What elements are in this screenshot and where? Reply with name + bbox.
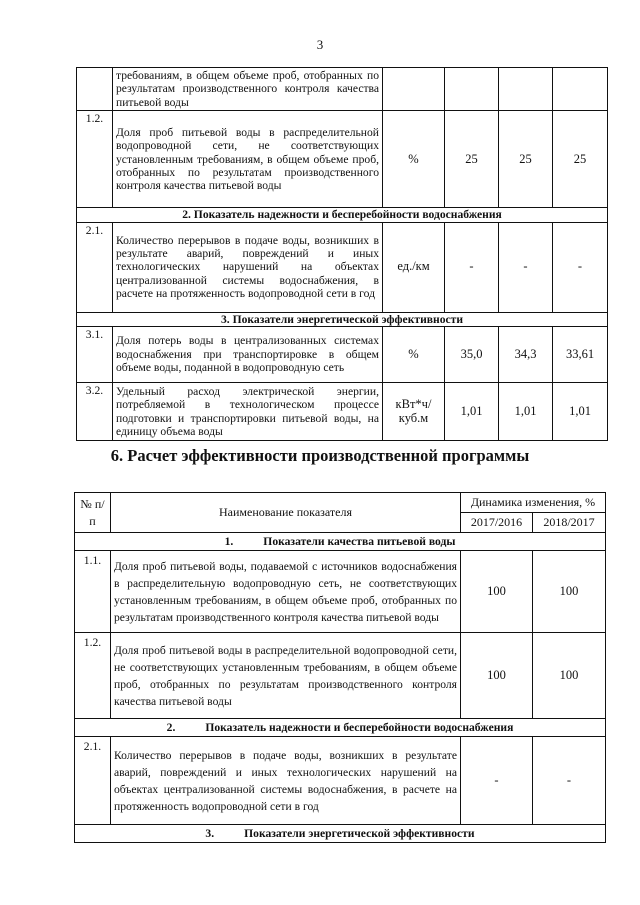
table-row [77, 222, 608, 312]
value-cell: 100 [533, 633, 606, 719]
row-number: 3.2. [77, 383, 113, 441]
header-name: Наименование показателя [111, 493, 461, 533]
value-cell: 25 [499, 111, 553, 208]
indicator-text: Количество перерывов в подаче воды, возникших в результате аварий, повреждений и иных технологических нарушений на объектах централизованной системы водоснабжения, в расчете на протяженность водопроводной сети в год [113, 222, 383, 312]
row-number: 1.2. [77, 111, 113, 208]
indicator-text: Доля проб питьевой воды в распределительной водопроводной сети, не соответствующих установленным требованиям, в общем объеме проб, отобранных по результатам производственного контроля качества питьевой воды [111, 633, 461, 719]
value-cell: 1,01 [499, 383, 553, 441]
table-row [77, 383, 608, 441]
section-heading: 6. Расчет эффективности производственной программы [110, 446, 530, 465]
row-number: 2.1. [75, 737, 111, 825]
efficiency-table [74, 492, 606, 843]
value-cell: 1,01 [553, 383, 608, 441]
table-row [75, 737, 606, 825]
section-number: 1. [224, 535, 234, 548]
table-row [77, 327, 608, 383]
header-period: 2017/2016 [461, 513, 533, 533]
indicator-text: Доля проб питьевой воды в распределительной водопроводной сети, не соответствующих установленным требованиям, в общем объеме проб, отобранных по результатам производственного контроля качества питьевой воды [113, 111, 383, 208]
unit-cell: кВт*ч/куб.м [383, 383, 445, 441]
value-cell: - [445, 222, 499, 312]
value-cell: 1,01 [445, 383, 499, 441]
row-number [77, 68, 113, 111]
indicator-text: требованиям, в общем объеме проб, отобранных по результатам производственного контроля качества питьевой воды [113, 68, 383, 111]
section-label: Показатель надежности и бесперебойности водоснабжения [205, 721, 514, 734]
indicator-text: Доля проб питьевой воды, подаваемой с источников водоснабжения в распределительную водопроводную сеть, не соответствующих установленным требованиям, в общем объеме проб, отобранных по результатам производственного контроля качества питьевой воды [111, 551, 461, 633]
section-row [75, 533, 606, 551]
table-row [75, 633, 606, 719]
header-period: 2018/2017 [533, 513, 606, 533]
value-cell: 25 [553, 111, 608, 208]
section-label: Показатели качества питьевой воды [263, 535, 456, 548]
unit-cell: ед./км [383, 222, 445, 312]
indicator-text: Количество перерывов в подаче воды, возникших в результате аварий, повреждений и иных технологических нарушений на объектах централизованной системы водоснабжения, в расчете на протяженность водопроводной сети в год [111, 737, 461, 825]
value-cell: 100 [533, 551, 606, 633]
value-cell: 25 [445, 111, 499, 208]
header-number: № п/п [75, 493, 111, 533]
section-title: 3. Показатели энергетической эффективности [77, 312, 608, 326]
value-cell: 100 [461, 551, 533, 633]
row-number: 2.1. [77, 222, 113, 312]
value-cell: 34,3 [499, 327, 553, 383]
row-number: 1.1. [75, 551, 111, 633]
value-cell: 35,0 [445, 327, 499, 383]
section-number: 3. [205, 827, 215, 840]
section-label: Показатели энергетической эффективности [244, 827, 475, 840]
section-row [77, 208, 608, 222]
value-cell: - [533, 737, 606, 825]
section-title [75, 719, 606, 737]
table-row [75, 551, 606, 633]
section-row [75, 719, 606, 737]
table-row [77, 68, 608, 111]
value-cell: 33,61 [553, 327, 608, 383]
page-number: 3 [316, 37, 324, 52]
indicator-text: Удельный расход электрической энергии, потребляемой в технологическом процессе подготовки и транспортировки питьевой воды, на единицу объема воды [113, 383, 383, 441]
header-row [75, 493, 606, 513]
value-cell: - [499, 222, 553, 312]
unit-cell: % [383, 327, 445, 383]
value-cell: - [461, 737, 533, 825]
row-number: 3.1. [77, 327, 113, 383]
table-row [77, 111, 608, 208]
section-row [75, 825, 606, 843]
section-number: 2. [166, 721, 176, 734]
indicators-table [76, 67, 608, 441]
section-title [75, 825, 606, 843]
section-title [75, 533, 606, 551]
unit-cell: % [383, 111, 445, 208]
section-title: 2. Показатель надежности и бесперебойности водоснабжения [77, 208, 608, 222]
value-cell: - [553, 222, 608, 312]
header-dynamics: Динамика изменения, % [461, 493, 606, 513]
row-number: 1.2. [75, 633, 111, 719]
indicator-text: Доля потерь воды в централизованных системах водоснабжения при транспортировке в общем объеме воды, поданной в водопроводную сеть [113, 327, 383, 383]
value-cell: 100 [461, 633, 533, 719]
section-row [77, 312, 608, 326]
